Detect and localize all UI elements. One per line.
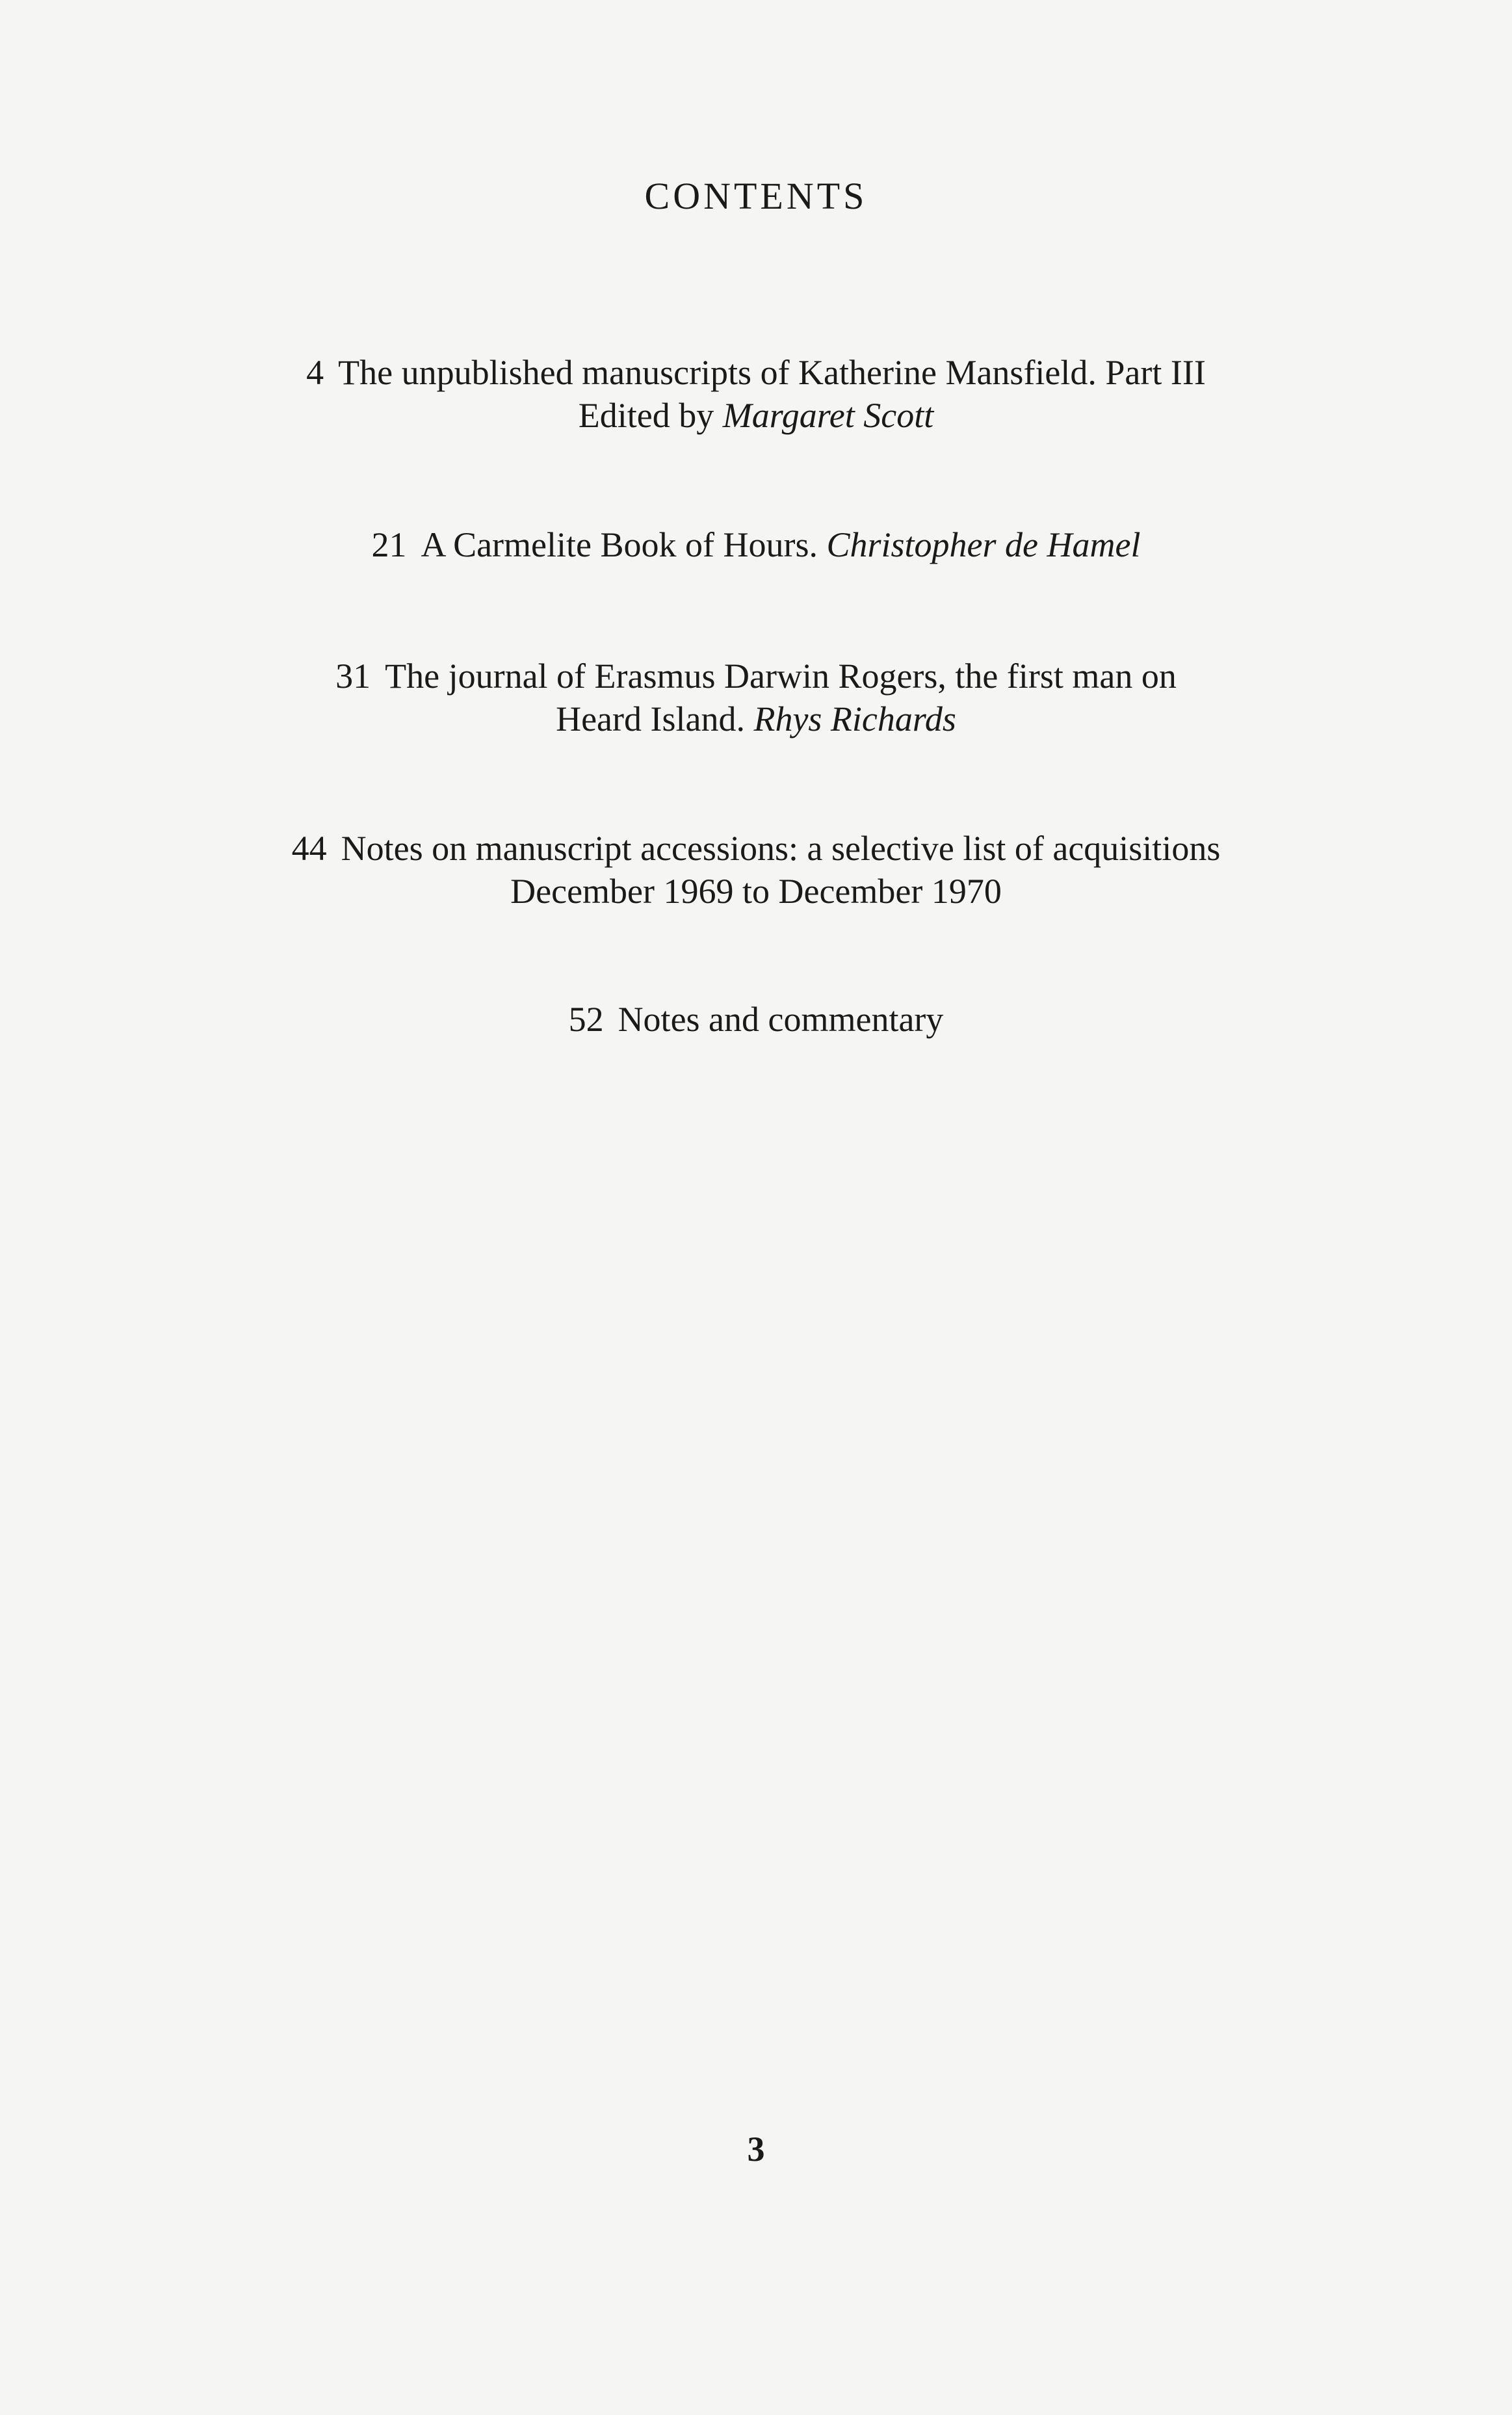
entry-page-number: 44	[291, 829, 327, 868]
entry-page-number: 21	[371, 525, 407, 564]
entry-page-number: 4	[306, 353, 324, 392]
entry-title-line	[0, 655, 1512, 698]
entry-author: Margaret Scott	[722, 396, 934, 435]
entry-title: The unpublished manuscripts of Katherine Mansfield. Part III	[338, 353, 1206, 392]
entry-title: Notes and commentary	[618, 1000, 944, 1039]
entry-title-continued: Heard Island.	[556, 699, 754, 738]
entry-page-number: 31	[335, 657, 371, 696]
entry-title-continued-line	[0, 870, 1512, 913]
contents-entry	[0, 351, 1512, 437]
page-number: 3	[747, 2130, 765, 2169]
entry-author: Christopher de Hamel	[826, 525, 1141, 564]
contents-heading: CONTENTS	[644, 175, 868, 217]
entry-title-line	[0, 827, 1512, 870]
contents-entry	[0, 655, 1512, 740]
entry-author: Rhys Richards	[753, 699, 956, 738]
entry-title-continued: December 1969 to December 1970	[510, 872, 1002, 911]
entry-title-line	[0, 523, 1512, 566]
entry-title: A Carmelite Book of Hours.	[421, 525, 827, 564]
contents-entry	[0, 998, 1512, 1041]
entry-credit-line	[0, 698, 1512, 740]
entry-credit-prefix: Edited by	[578, 396, 723, 435]
contents-entry	[0, 827, 1512, 913]
entry-title: Notes on manuscript accessions: a selective list of acquisitions	[341, 829, 1221, 868]
entry-page-number: 52	[568, 1000, 604, 1039]
entry-title-line	[0, 998, 1512, 1041]
entry-credit-line	[0, 394, 1512, 437]
entry-title-line	[0, 351, 1512, 394]
contents-entry	[0, 523, 1512, 566]
entry-title: The journal of Erasmus Darwin Rogers, the first man on	[385, 657, 1177, 696]
